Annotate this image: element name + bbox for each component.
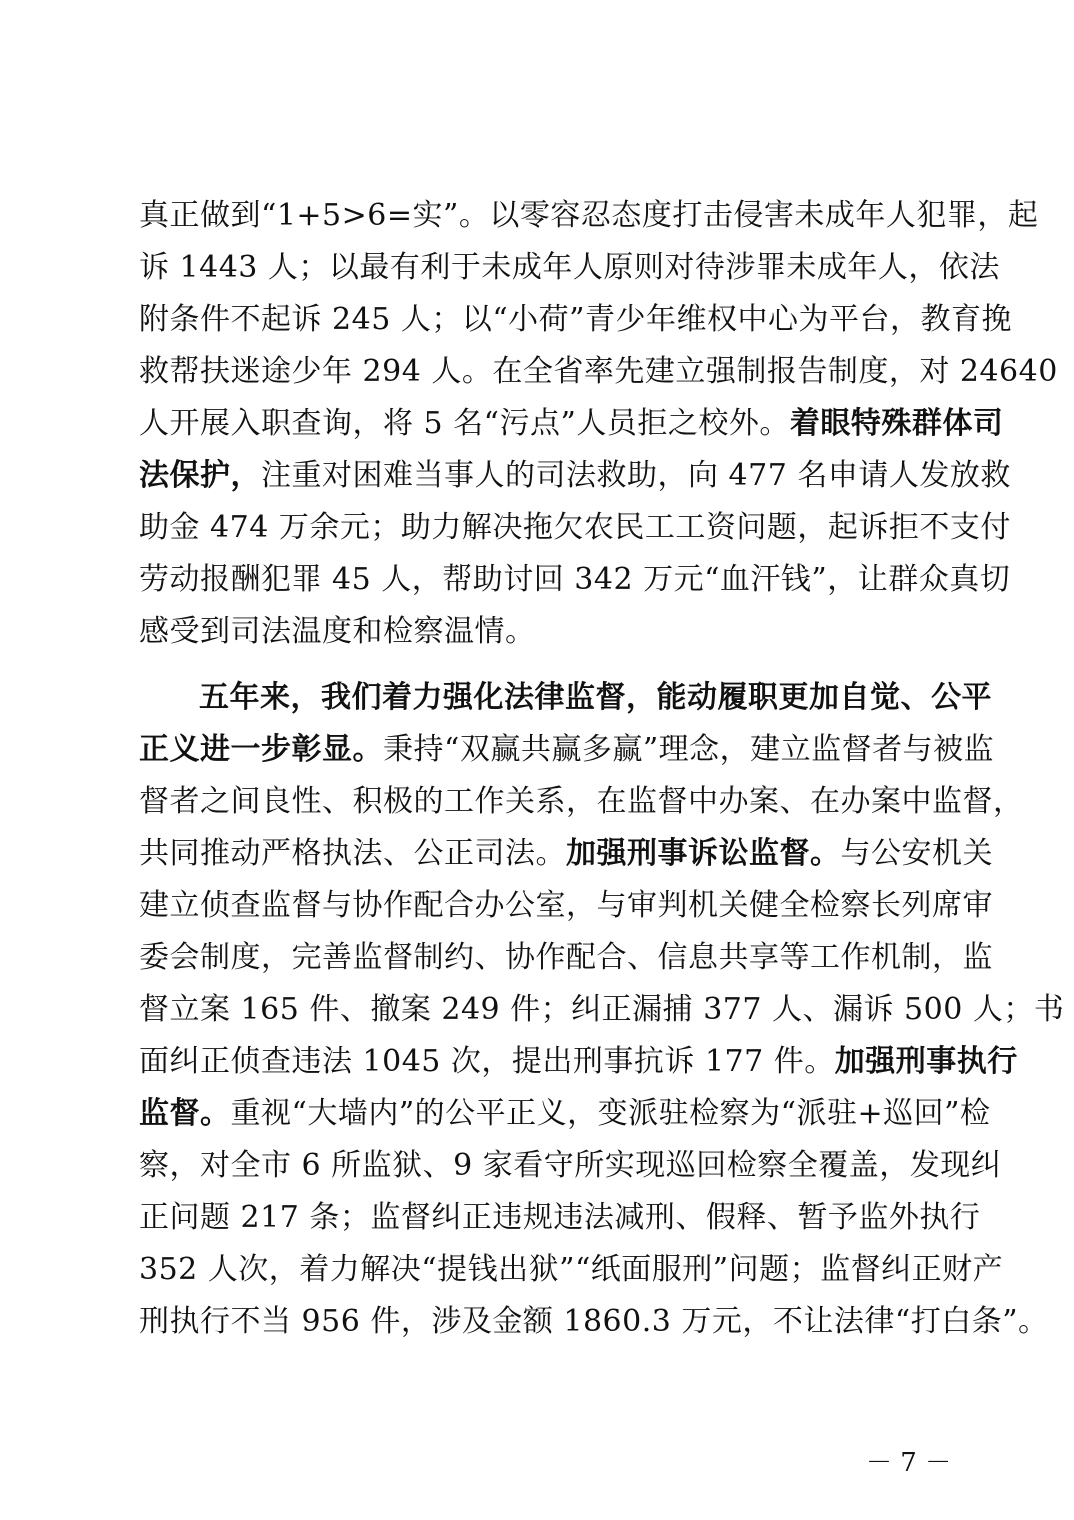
text-line: [139, 456, 1011, 496]
text-segment: 人开展入职查询，将 5 名“污点”人员拒之校外。: [139, 406, 790, 441]
text-line: [139, 560, 1011, 600]
text-line: [139, 886, 993, 926]
text-segment: 助金 474 万余元；助力解决拖欠农民工工资问题，起诉拒不支付: [139, 510, 1011, 545]
text-line: [139, 834, 993, 874]
text-line: [139, 248, 1000, 288]
text-line: [139, 782, 1024, 822]
text-line: [139, 352, 1058, 392]
text-segment: 建立侦查监督与协作配合办公室，与审判机关健全检察长列席审: [139, 888, 993, 923]
bold-text-segment: 加强刑事执行: [834, 1044, 1018, 1079]
text-line: [139, 404, 1004, 444]
text-segment: 与公安机关: [840, 836, 993, 871]
text-line: [139, 1250, 1004, 1290]
text-segment: 委会制度，完善监督制约、协作配合、信息共享等工作机制，监: [139, 940, 993, 975]
text-segment: 督立案 165 件、撤案 249 件；纠正漏捕 377 人、漏诉 500 人；书: [139, 992, 1065, 1027]
text-segment: 劳动报酬犯罪 45 人，帮助讨回 342 万元“血汗钱”，让群众真切: [139, 562, 1011, 597]
text-line: [139, 1198, 981, 1238]
bold-text-segment: 正义进一步彰显。: [139, 732, 383, 767]
text-line: [139, 196, 1039, 236]
bold-text-segment: 加强刑事诉讼监督。: [566, 836, 841, 871]
page-number: － 7 －: [866, 1448, 952, 1478]
text-segment: 救帮扶迷途少年 294 人。在全省率先建立强制报告制度，对 24640: [139, 354, 1058, 389]
text-line: [139, 990, 1065, 1030]
text-segment: 诉 1443 人；以最有利于未成年人原则对待涉罪未成年人，依法: [139, 250, 1000, 285]
text-segment: 共同推动严格执法、公正司法。: [139, 836, 566, 871]
text-segment: 刑执行不当 956 件，涉及金额 1860.3 万元，不让法律“打白条”。: [139, 1304, 1049, 1339]
text-segment: 真正做到“1+5>6=实”。以零容忍态度打击侵害未成年人犯罪，起: [139, 198, 1039, 233]
text-segment: 督者之间良性、积极的工作关系，在监督中办案、在办案中监督，: [139, 784, 1024, 819]
text-segment: 注重对困难当事人的司法救助，向 477 名申请人发放救: [261, 458, 1011, 493]
text-segment: 正问题 217 条；监督纠正违规违法减刑、假释、暂予监外执行: [139, 1200, 981, 1235]
text-line: [139, 300, 1013, 340]
text-line: [139, 1146, 1002, 1186]
bold-text-segment: 五年来，我们着力强化法律监督，能动履职更加自觉、公平: [199, 680, 992, 715]
text-segment: 感受到司法温度和检察温情。: [139, 614, 536, 649]
text-line: [139, 508, 1011, 548]
text-segment: 重视“大墙内”的公平正义，变派驻检察为“派驻+巡回”检: [230, 1096, 991, 1131]
text-segment: 察，对全市 6 所监狱、9 家看守所实现巡回检察全覆盖，发现纠: [139, 1148, 1002, 1183]
text-line: [139, 612, 936, 652]
text-line: [199, 678, 992, 718]
bold-text-segment: 监督。: [139, 1096, 231, 1131]
text-line: [139, 1042, 1018, 1082]
text-segment: 附条件不起诉 245 人；以“小荷”青少年维权中心为平台，教育挽: [139, 302, 1013, 337]
text-line: [139, 730, 995, 770]
text-line: [139, 938, 993, 978]
text-segment: 秉持“双赢共赢多赢”理念，建立监督者与被监: [383, 732, 995, 767]
text-segment: 352 人次，着力解决“提钱出狱”“纸面服刑”问题；监督纠正财产: [139, 1252, 1004, 1287]
bold-text-segment: 法保护，: [139, 458, 261, 493]
text-segment: 面纠正侦查违法 1045 次，提出刑事抗诉 177 件。: [139, 1044, 835, 1079]
text-line: [139, 1094, 991, 1134]
bold-text-segment: 着眼特殊群体司: [789, 406, 1004, 441]
text-line: [139, 1302, 1049, 1342]
